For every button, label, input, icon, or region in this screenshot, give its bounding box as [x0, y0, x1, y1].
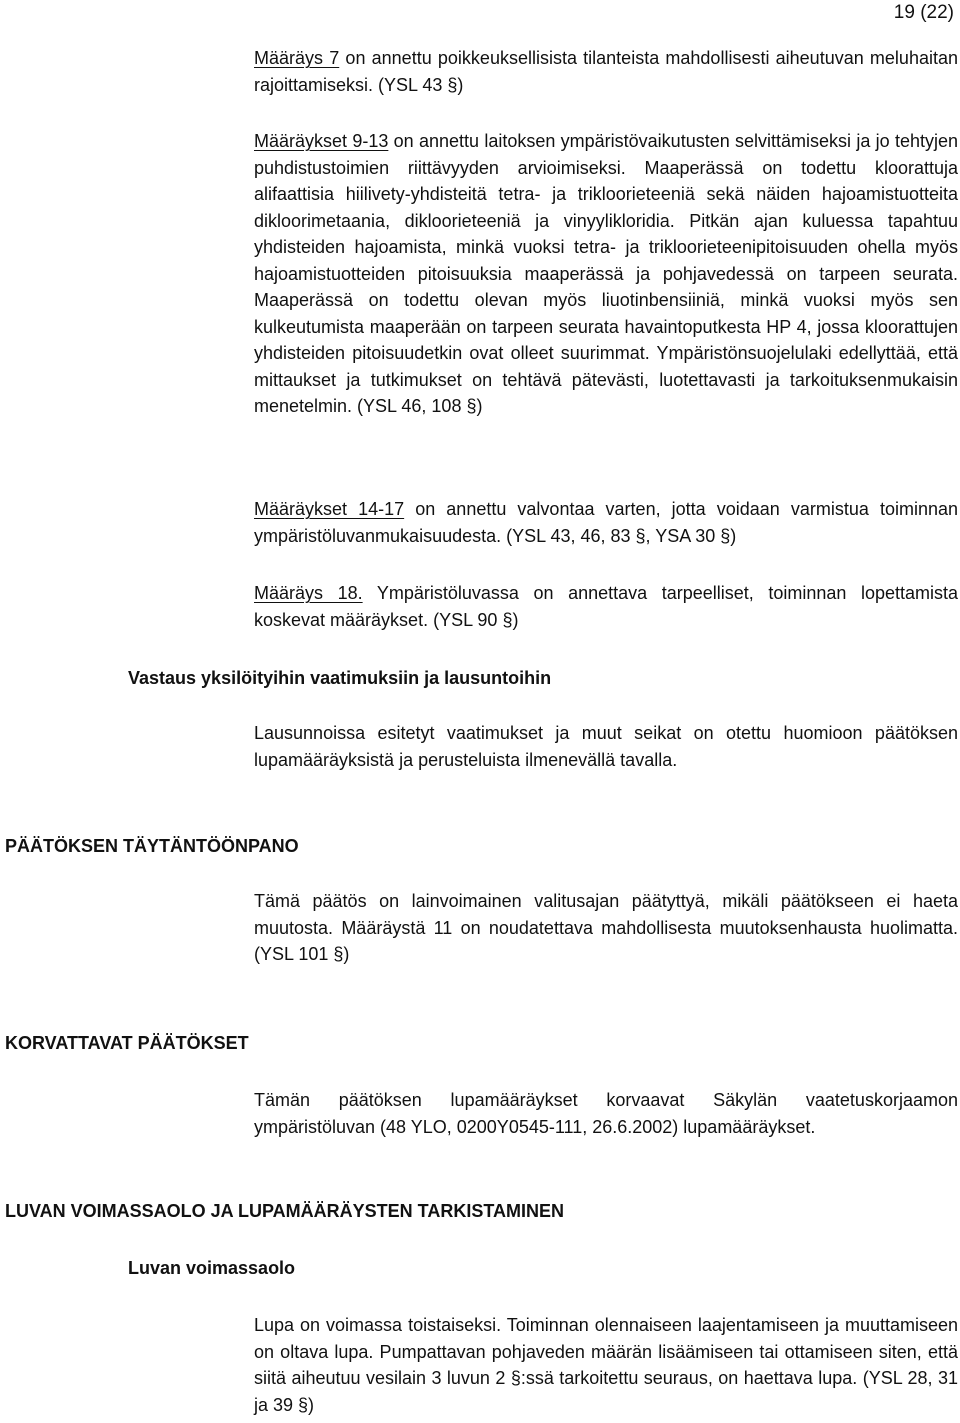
paragraph-maarays-18: [254, 580, 958, 633]
paragraph-maaraykset-14-17: [254, 496, 958, 549]
regulation-reference: Määräykset 9-13: [254, 131, 389, 151]
page-number: 19 (22): [893, 2, 954, 23]
paragraph-taytantoonpano: Tämä päätös on lainvoimainen valitusajan päätyttyä, mikäli päätökseen ei haeta muutosta. Määräystä 11 on noudatettava mahdollisesta muutoksenhausta huolimatta. (YSL 101 §): [254, 891, 958, 964]
regulation-reference: Määräys 7: [254, 48, 340, 68]
paragraph-text: on annettu poikkeuksellisista tilanteista mahdollisesti aiheutuvan meluhaitan rajoittamiseksi. (YSL 43 §): [254, 48, 958, 95]
paragraph-text: on annettu laitoksen ympäristövaikutusten selvittämiseksi ja jo tehtyjen puhdistustoimien riittävyyden arvioimiseksi. Maaperässä on todettu kloorattuja alifaattisia hiilivety-yhdisteitä tetra- ja trikloorieteeniä sekä näiden hajoamistuotteita dikloorimetaania, dikloorieteeniä ja vinyylikloridia. Pitkän ajan kuluessa tapahtuu yhdisteiden hajoamista, minkä vuoksi tetra- ja trikloorieteenipitoisuuden ohella myös hajoamistuotteiden pitoisuuksia maaperässä ja pohjavedessä on tarpeen seurata. Maaperässä on todettu olevan myös liuotinbensiiniä, minkä vuoksi myös sen kulkeutumista maaperään on tarpeen seurata havaintoputkesta HP 4, jossa kloorattujen yhdisteiden pitoisuudetkin ovat olleet suurimmat. Ympäristönsuojelulaki edellyttää, että mittaukset ja tutkimukset on tehtävä pätevästi, luotettavasti ja tarkoituksenmukaisin menetelmin. (YSL 46, 108 §): [254, 131, 958, 416]
section-heading-voimassaolo: LUVAN VOIMASSAOLO JA LUPAMÄÄRÄYSTEN TARKISTAMINEN: [5, 1201, 565, 1221]
regulation-reference: Määräykset 14-17: [254, 499, 405, 519]
subheading-luvan-voimassaolo: Luvan voimassaolo: [128, 1258, 296, 1278]
paragraph-text: on annettu valvontaa varten, jotta voidaan varmistua toiminnan ympäristöluvanmukaisuudesta. (YSL 43, 46, 83 §, YSA 30 §): [254, 499, 958, 546]
paragraph-luvan-voimassaolo: Lupa on voimassa toistaiseksi. Toiminnan olennaiseen laajentamiseen ja muuttamiseen on oltava lupa. Pumpattavan pohjaveden määrän lisäämiseen tai ottamiseen siten, että siitä aiheutuu vesilain 3 luvun 2 §:ssä tarkoitettu seuraus, on haettava lupa. (YSL 28, 31 ja 39 §): [254, 1315, 958, 1415]
paragraph-maaraykset-9-13: [254, 128, 958, 420]
section-heading-taytantoonpano: PÄÄTÖKSEN TÄYTÄNTÖÖNPANO: [5, 836, 299, 856]
paragraph-korvattavat: Tämän päätöksen lupamääräykset korvaavat Säkylän vaatetuskorjaamon ympäristöluvan (48 YLO, 0200Y0545-111, 26.6.2002) lupamääräykset.: [254, 1090, 958, 1137]
paragraph-text: Ympäristöluvassa on annettava tarpeelliset, toiminnan lopettamista koskevat määräykset. (YSL 90 §): [254, 583, 958, 630]
regulation-reference: Määräys 18.: [254, 583, 363, 603]
paragraph-lausunnot: Lausunnoissa esitetyt vaatimukset ja muut seikat on otettu huomioon päätöksen lupamääräyksistä ja perusteluista ilmenevällä tavalla.: [254, 723, 958, 770]
paragraph-maarays-7: [254, 45, 958, 98]
section-heading-vastaus: Vastaus yksilöityihin vaatimuksiin ja lausuntoihin: [128, 668, 552, 688]
section-heading-korvattavat: KORVATTAVAT PÄÄTÖKSET: [5, 1033, 249, 1053]
